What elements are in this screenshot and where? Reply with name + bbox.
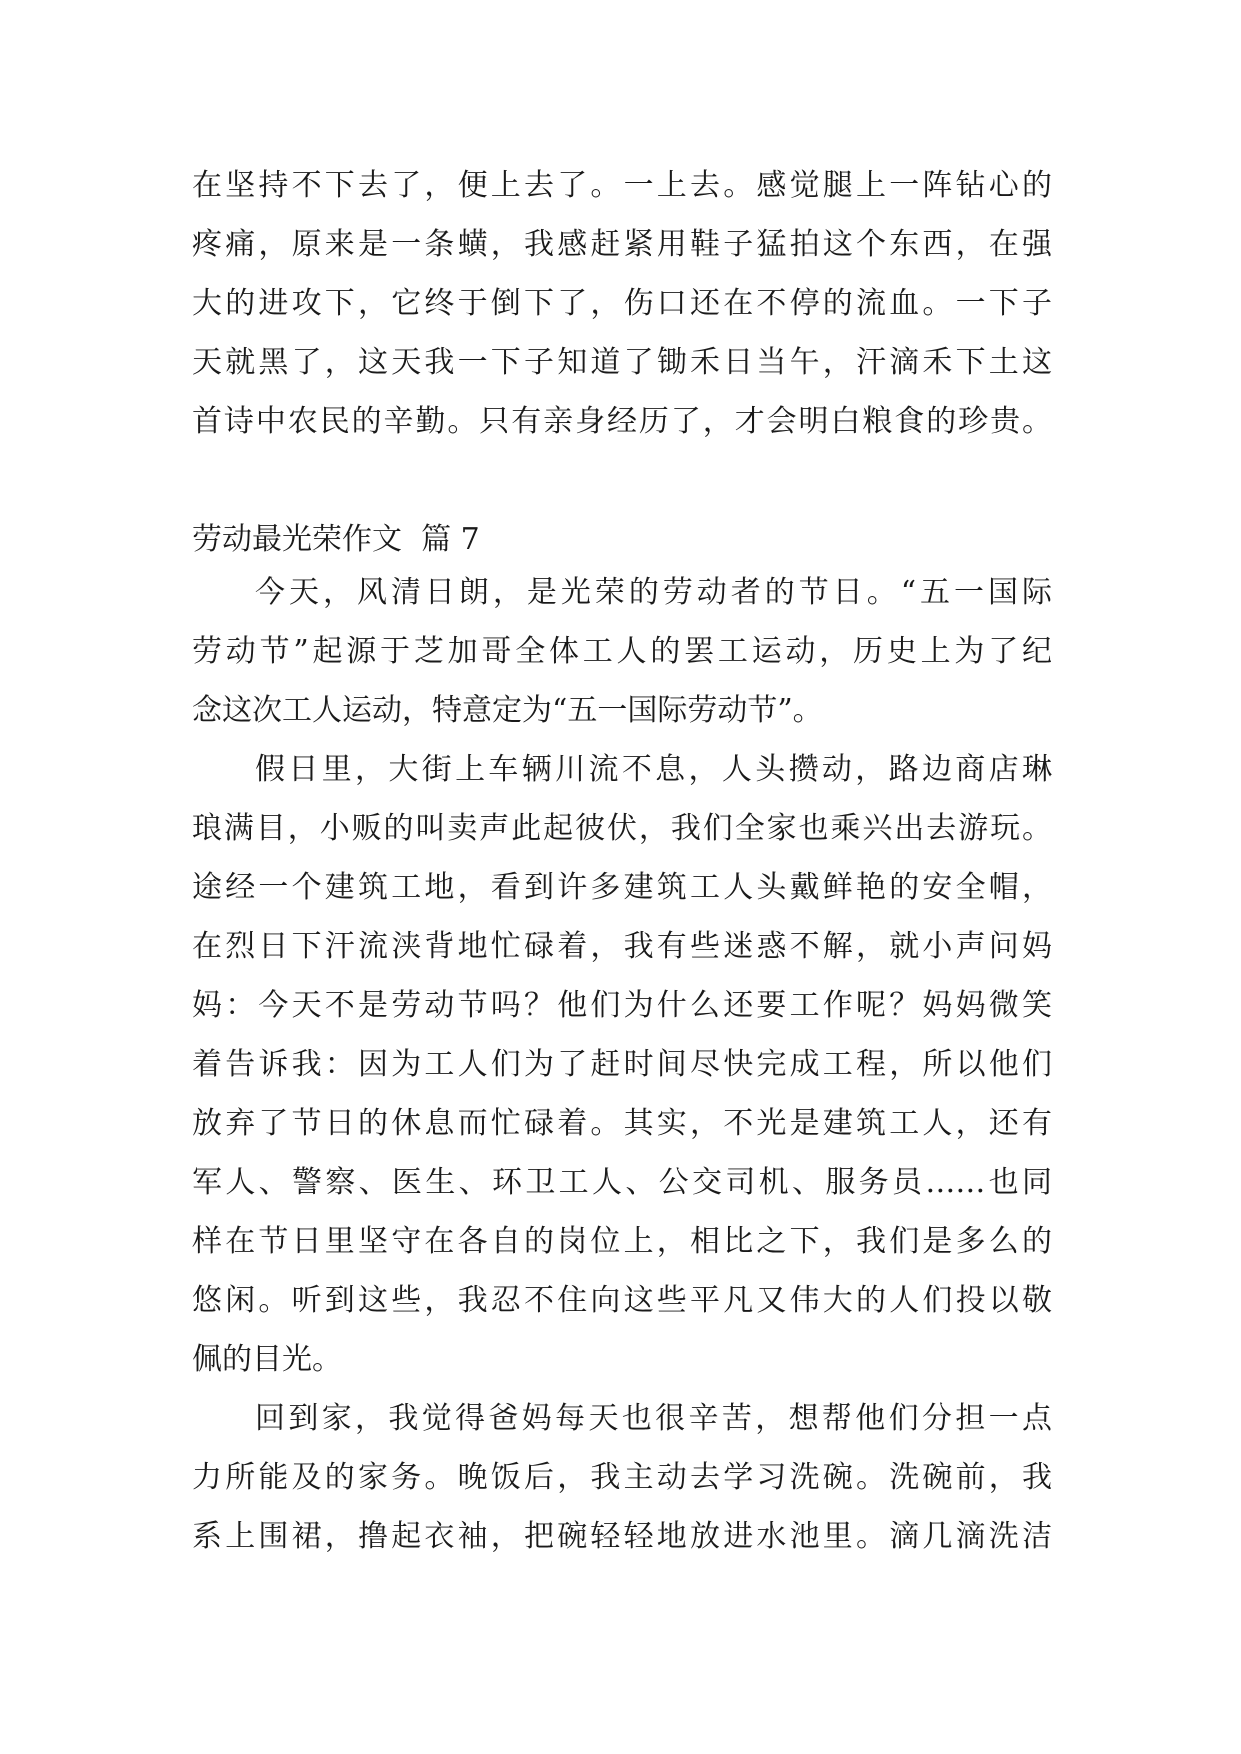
text-line: 首诗中农民的辛勤。只有亲身经历了，才会明白粮食的珍贵。 [192,404,1052,439]
text-line: 琅满目，小贩的叫卖声此起彼伏，我们全家也乘兴出去游玩。 [192,811,1052,846]
text-line: 疼痛，原来是一条蟥，我感赶紧用鞋子猛拍这个东西，在强 [192,227,1052,262]
paragraph-2 [192,740,1052,1389]
text-line: 系上围裙，撸起衣袖，把碗轻轻地放进水池里。滴几滴洗洁 [192,1519,1052,1554]
text-line: 在烈日下汗流浃背地忙碌着，我有些迷惑不解，就小声问妈 [192,929,1052,964]
text-line: 妈：今天不是劳动节吗？他们为什么还要工作呢？妈妈微笑 [192,988,1052,1023]
section-heading: 劳动最光荣作文 篇 7 [192,522,480,557]
text-line: 在坚持不下去了，便上去了。一上去。感觉腿上一阵钻心的 [192,168,1052,203]
text-line: 放弃了节日的休息而忙碌着。其实，不光是建筑工人，还有 [192,1106,1052,1141]
text-line: 军人、警察、医生、环卫工人、公交司机、服务员……也同 [192,1165,1052,1200]
paragraph-3 [192,1389,1052,1566]
text-line: 劳动节”起源于芝加哥全体工人的罢工运动，历史上为了纪 [192,634,1052,669]
text-line: 悠闲。听到这些，我忍不住向这些平凡又伟大的人们投以敬 [192,1283,1052,1318]
text-line: 途经一个建筑工地，看到许多建筑工人头戴鲜艳的安全帽， [192,870,1052,905]
text-line: 着告诉我：因为工人们为了赶时间尽快完成工程，所以他们 [192,1047,1052,1082]
text-line: 念这次工人运动，特意定为“五一国际劳动节”。 [192,693,823,728]
text-line: 今天，风清日朗，是光荣的劳动者的节日。“五一国际 [255,575,1052,610]
text-line: 天就黑了，这天我一下子知道了锄禾日当午，汗滴禾下土这 [192,345,1052,380]
intro-paragraph [192,156,1052,451]
text-line: 样在节日里坚守在各自的岗位上，相比之下，我们是多么的 [192,1224,1052,1259]
paragraph-1 [192,563,1052,740]
text-line: 力所能及的家务。晚饭后，我主动去学习洗碗。洗碗前，我 [192,1460,1052,1495]
essay-body [192,563,1052,1566]
text-line: 回到家，我觉得爸妈每天也很辛苦，想帮他们分担一点 [255,1401,1052,1436]
text-line: 假日里，大街上车辆川流不息，人头攒动，路边商店琳 [255,752,1052,787]
text-line: 佩的目光。 [192,1342,342,1377]
text-line: 大的进攻下，它终于倒下了，伤口还在不停的流血。一下子 [192,286,1052,321]
